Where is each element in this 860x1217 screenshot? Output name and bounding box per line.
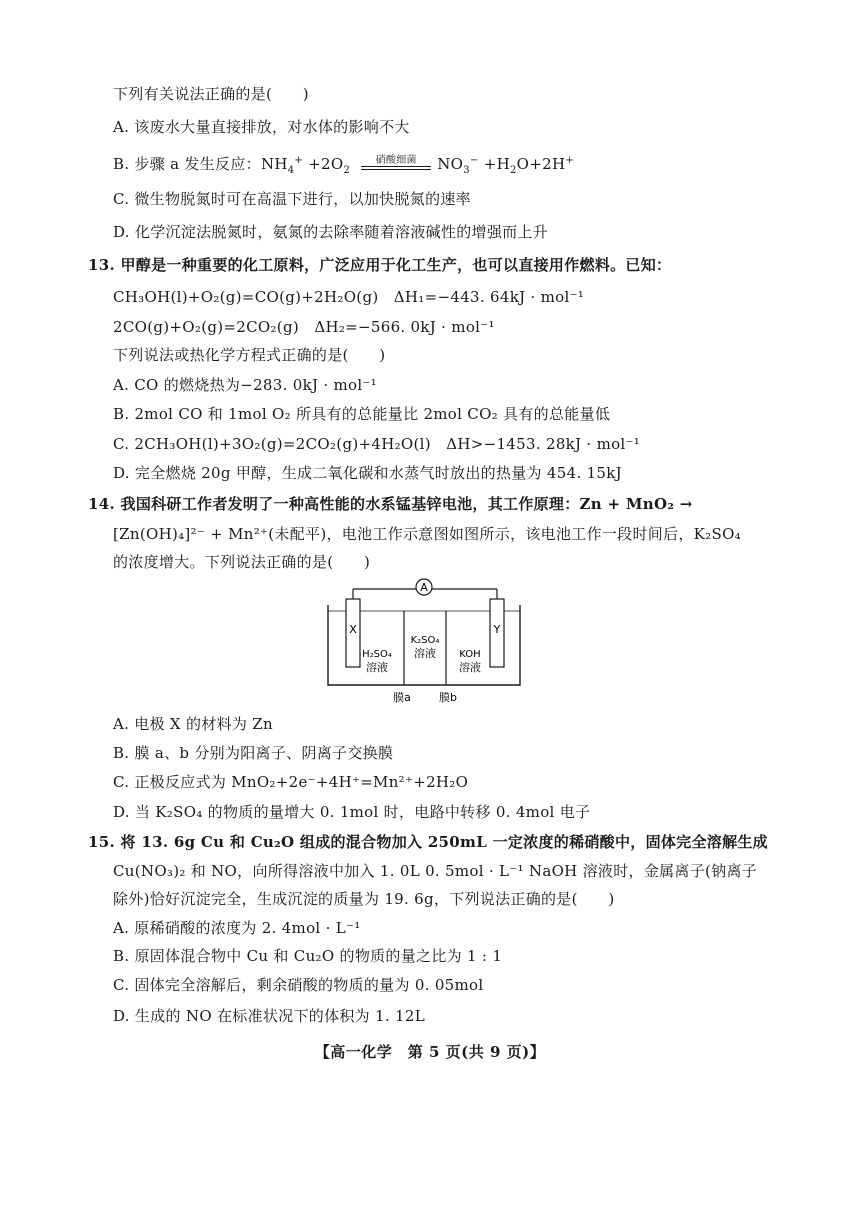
q12-option-c: C. 微生物脱氮时可在高温下进行，以加快脱氮的速率 [113,190,471,208]
q15-option-c: C. 固体完全溶解后，剩余硝酸的物质的量为 0. 05mol [113,976,484,994]
q13-stem: 13. 甲醇是一种重要的化工原料，广泛应用于化工生产，也可以直接用作燃料。已知： [88,256,672,274]
q15-stem-line-3: 除外)恰好沉淀完全，生成沉淀的质量为 19. 6g，下列说法正确的是( ) [113,890,615,908]
q13-option-a: A. CO 的燃烧热为−283. 0kJ · mol⁻¹ [113,376,377,394]
q15-option-a: A. 原稀硝酸的浓度为 2. 4mol · L⁻¹ [113,919,361,937]
q13-option-d: D. 完全燃烧 20g 甲醇，生成二氧化碳和水蒸气时放出的热量为 454. 15kJ [113,464,622,482]
left-solution-label: 溶液 [366,661,388,674]
q12-option-d: D. 化学沉淀法脱氮时，氨氮的去除率随着溶液碱性的增强而上升 [113,223,549,241]
q12-option-b: B. 步骤 a 发生反应：$NH_4^+ +2O_2$ 硝酸细菌 $NO_3^- +H_2O+2H^+$ [113,155,575,176]
q14-option-b: B. 膜 a、b 分别为阳离子、阴离子交换膜 [113,744,394,762]
q12-option-a: A. 该废水大量直接排放，对水体的影响不大 [113,118,410,136]
q13-ask: 下列说法或热化学方程式正确的是( ) [113,346,386,364]
q13-equation-1: CH₃OH(l)+O₂(g)=CO(g)+2H₂O(g) ΔH₁=−443. 64kJ · mol⁻¹ [113,288,585,306]
q13-equation-2: 2CO(g)+O₂(g)=2CO₂(g) ΔH₂=−566. 0kJ · mol⁻¹ [113,318,495,336]
q14-stem-line-1: 14. 我国科研工作者发明了一种高性能的水系锰基锌电池，其工作原理：Zn + MnO₂ → [88,495,693,513]
q15-option-d: D. 生成的 NO 在标准状况下的体积为 1. 12L [113,1007,425,1025]
q14-stem-line-2: [Zn(OH)₄]²⁻ + Mn²⁺(未配平)，电池工作示意图如图所示，该电池工作一段时间后，K₂SO₄ [113,525,741,543]
q15-stem-line-1: 15. 将 13. 6g Cu 和 Cu₂O 组成的混合物加入 250mL 一定浓度的稀硝酸中，固体完全溶解生成 [88,833,768,851]
electrode-x-label: X [349,623,357,636]
q14-option-d: D. 当 K₂SO₄ 的物质的量增大 0. 1mol 时，电路中转移 0. 4mol 电子 [113,803,591,821]
q13-option-b: B. 2mol CO 和 1mol O₂ 所具有的总能量比 2mol CO₂ 具有的总能量低 [113,405,611,423]
membrane-a-label: 膜a [393,691,411,704]
left-solution-formula: H₂SO₄ [362,649,392,660]
q14-option-a: A. 电极 X 的材料为 Zn [113,715,273,733]
membrane-b-label: 膜b [439,691,457,704]
right-solution-formula: KOH [459,649,481,660]
reaction-condition-arrow: 硝酸细菌 [357,155,435,175]
right-solution-label: 溶液 [459,661,481,674]
ammeter-label: A [420,581,428,594]
page-footer: 【高一化学 第 5 页(共 9 页)】 [314,1043,546,1061]
q13-option-c: C. 2CH₃OH(l)+3O₂(g)=2CO₂(g)+4H₂O(l) ΔH>−1453. 28kJ · mol⁻¹ [113,435,641,453]
electrode-y-label: Y [493,623,501,636]
q15-stem-line-2: Cu(NO₃)₂ 和 NO，向所得溶液中加入 1. 0L 0. 5mol · L⁻¹ NaOH 溶液时，金属离子(钠离子 [113,862,758,880]
q15-option-b: B. 原固体混合物中 Cu 和 Cu₂O 的物质的量之比为 1 : 1 [113,947,503,965]
battery-diagram [320,577,530,707]
q14-stem-line-3: 的浓度增大。下列说法正确的是( ) [113,553,371,571]
q12-stem: 下列有关说法正确的是( ) [113,85,309,103]
middle-solution-label: 溶液 [414,647,436,660]
middle-solution-formula: K₂SO₄ [410,635,440,646]
q14-option-c: C. 正极反应式为 MnO₂+2e⁻+4H⁺=Mn²⁺+2H₂O [113,773,469,791]
